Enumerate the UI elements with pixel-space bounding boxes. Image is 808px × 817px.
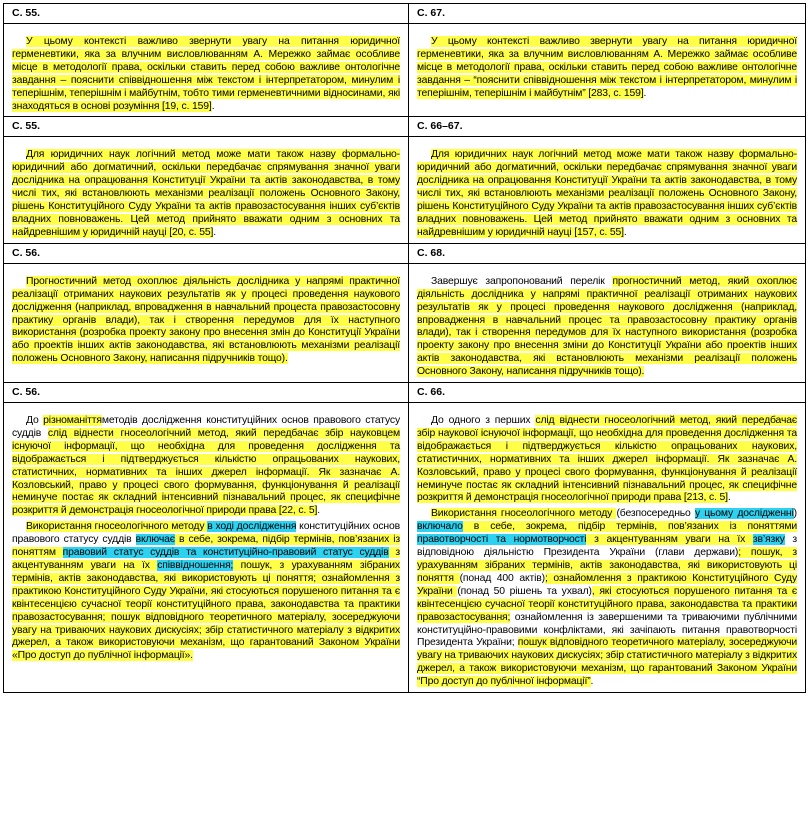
left-page-ref: С. 56. xyxy=(4,383,409,403)
yellow-highlight: слід віднести гносеологічний метод, який передбачає збір науковцем існуючої інформації, що необхідна для проведення дослідження та відображається і підтверджується кількістю опрацьованих наукових, статистичних, нормативних та інших джерел інформації. Як зазначає А. Козловський, право у процесі свого формування, функціонування й реалізації неминуче постає як складний інтенсивний пізнавальний процес, як специфічне розкриття й демонстрація гносеологічної природи права [22, xyxy=(12,427,400,517)
right-text-cell xyxy=(409,263,806,382)
plain-text: . xyxy=(623,226,627,238)
right-text-cell xyxy=(409,137,806,243)
paragraph xyxy=(12,36,400,113)
page-ref-row xyxy=(4,243,806,263)
plain-text: До одного з перших xyxy=(431,415,536,427)
paragraph xyxy=(12,149,400,239)
cyan-highlight: правовий статус суддів та конституційно-правовий статус суддів xyxy=(62,547,389,559)
yellow-highlight: Використання гносеологічного методу xyxy=(431,508,617,520)
plain-text: До xyxy=(26,415,44,427)
plain-text: . xyxy=(590,676,594,688)
plain-text: (понад 50 рішень та ухвал) xyxy=(457,585,592,597)
paragraph xyxy=(417,276,797,379)
yellow-highlight: слід віднести гносеологічний метод, який передбачає збір наукової існуючої інформації, що необхідна для проведення дослідження та відображається і підтверджується кількістю опрацьованих наукових, статистичних, нормативних та інших джерел інформації. Як зазначає А. Козловський, право у процесі свого формування, функціонування й реалізації неминуче постає як складний інтенсивний пізнавальний процес, як специфічне розкриття й демонстрація гносеологічної природи права [213, xyxy=(417,415,797,504)
cyan-highlight: включає xyxy=(135,534,175,546)
right-page-ref: С. 68. xyxy=(409,243,806,263)
yellow-highlight: с. 5] xyxy=(298,505,318,517)
left-text-cell xyxy=(4,24,409,117)
plain-text: Завершує запропонований перелік xyxy=(431,275,613,287)
cyan-highlight: співвідношення; xyxy=(157,560,234,571)
cyan-highlight: в ході дослідження xyxy=(207,521,297,533)
plain-text: . xyxy=(643,87,647,99)
yellow-highlight: Використання гносеологічного методу xyxy=(26,521,208,533)
yellow-highlight: Прогностичний метод охоплює діяльність дослідника у напрямі практичної реалізації отриманих наукових результатів як у процесі проведення наукового дослідження (наприклад, впровадження в навчальний процеста правозастосовну практику органів влади), так і створення передумов для їх наступного використання (розробка проекту закону про внесення змін до Конституції України або проектів інших актів законодавства, які встановлюють механізми реалізації положень Основного Закону, написання підручників тощо). xyxy=(12,275,400,365)
yellow-highlight: с. 5] xyxy=(708,492,728,504)
plain-text: . xyxy=(317,505,320,517)
yellow-highlight: ; пошук, з урахуванням зібраних термінів, актів законодавства, які використовують ці поняття xyxy=(417,547,797,584)
yellow-highlight: Для юридичних наук логічний метод може мати також назву формально-юридичний або догматичний, оскільки передбачає спрямування значної уваги дослідника на опрацювання Конституції України та актів законодавства, в тому числі тих, які встановлюють механізми реалізації положень Основного Закону, рішень Конституційного Суду України та актів правозастосування інших суб’єктів владних повноважень. Цей метод прийнято вважати одним з основних та найдревнішим у юридичній науці [157, xyxy=(417,149,797,238)
paragraph xyxy=(12,521,400,663)
yellow-highlight: с. 159] xyxy=(181,100,212,112)
yellow-highlight: різноманіття xyxy=(43,415,102,427)
plain-text: (безпосередньо xyxy=(616,508,695,520)
yellow-highlight: с. 55] xyxy=(599,226,624,238)
text-row xyxy=(4,137,806,243)
yellow-highlight: У цьому контексті важливо звернути увагу на питання юридичної герменевтики, яка за влучним висловлюванням А. Мережко займає особливе місце в методології права, оскільки ставить перед собою важливе онтологічне завдання – “пояснити співвідношення між текстом і інтерпретатором, минулим і теперішнім, теперішнім і майбутнім” [283, xyxy=(417,36,797,99)
yellow-highlight: в себе, зокрема, підбір термінів, пов’язаних із поняттям xyxy=(12,534,400,559)
page-ref-row xyxy=(4,4,806,24)
yellow-highlight: ; ознайомлення з практикою Конституційного Суду України xyxy=(417,572,797,597)
plain-text: ) xyxy=(793,508,797,520)
right-page-ref: С. 66–67. xyxy=(409,117,806,137)
plain-text: методів дослідження конституційних основ правового статусу суддів xyxy=(12,415,400,439)
yellow-highlight: прогностичний метод xyxy=(612,275,718,287)
yellow-highlight: Для юридичних наук логічний метод може мати також назву формально-юридичний або догматичний, оскільки передбачає спрямування значної уваги дослідника на опрацювання Конституції України та актів законодавства, в тому числі тих, які встановлюють механізми реалізації положень Основного Закону, рішень Конституційного Суду України та актів правозастосування інших суб’єктів владних повноважень. Цей метод прийнято вважати одним з основних та найдревнішим у юридичній науці [20, xyxy=(12,149,400,238)
right-text-cell xyxy=(409,24,806,117)
left-page-ref: С. 56. xyxy=(4,243,409,263)
yellow-highlight: У цьому контексті важливо звернути увагу на питання юридичної герменевтики, яка за влучним висловлюванням А. Мережко займає особливе місце в методології права, оскільки ставить перед собою важливе онтологічне завдання – пояснити співвідношення між текстом і інтерпретатором, минулим і теперішнім, теперішнім і майбутнім, тобто тими герменевтичними відносинами, які знаходяться в основі розуміння [19, xyxy=(12,36,400,112)
paragraph xyxy=(417,508,797,689)
left-text-cell xyxy=(4,403,409,693)
right-text-cell xyxy=(409,403,806,693)
cyan-highlight: правотворчості та нормотворчості xyxy=(417,534,587,546)
plain-text: з відповідною діяльністю Президента України (глави держави) xyxy=(417,534,798,559)
comparison-table-body xyxy=(4,4,806,693)
plain-text: (понад 400 актів) xyxy=(459,572,545,584)
right-page-ref: С. 67. xyxy=(409,4,806,24)
left-page-ref: С. 55. xyxy=(4,4,409,24)
paragraph xyxy=(12,415,400,518)
cyan-highlight: зв’язку xyxy=(752,534,785,546)
right-page-ref: С. 66. xyxy=(409,383,806,403)
yellow-highlight: с. 159] xyxy=(613,87,644,99)
left-text-cell xyxy=(4,137,409,243)
plain-text: ознайомлення із завершеними та триваючими публічними конституційно-правовими конфліктами, які зачіпають питання правотворчості Президента України; xyxy=(417,611,797,649)
comparison-table xyxy=(3,3,806,693)
yellow-highlight: пошук відповідного теоретичного матеріалу, зосереджуючи увагу на триваючих наукових дискусіях; збір статистичного матеріалу з відкритих джерел, а також використовуючи механізм, що гарантований Законом України “Про доступ до публічної інформації” xyxy=(417,637,797,688)
text-row xyxy=(4,24,806,117)
left-text-cell xyxy=(4,263,409,382)
yellow-highlight: , які стосуються порушеного питання та є квінтесенцією сучасної теорії конституційного права, законодавства та практики правозастосування; xyxy=(417,585,797,623)
text-row xyxy=(4,263,806,382)
page-ref-row xyxy=(4,383,806,403)
yellow-highlight: пошук, з урахуванням зібраних термінів, актів законодавства, які використовують ці поняття; ознайомлення з практикою Конституційного Суду України, які стосуються порушеного питання та є квінтесенцією сучасної теорії конституційного права, законодавства та практики правозастосування; пошук відповідного теоретичного матеріалу, зосереджуючи увагу на триваючих наукових дискусіях; збір статистичного матеріалу з відкритих джерел, а також використовуючи механізм, що гарантований Законом України «Про доступ до публічної інформації». xyxy=(12,560,400,662)
yellow-highlight: з акцентуванням уваги на їх xyxy=(586,534,753,546)
left-page-ref: С. 55. xyxy=(4,117,409,137)
cyan-highlight: включало xyxy=(417,521,463,533)
page-ref-row xyxy=(4,117,806,137)
yellow-highlight: , який охоплює діяльність дослідника у напрямі практичної реалізації отриманих наукових результатів як у процесі проведення наукового дослідження (наприклад, впровадження в навчальний процес та правозастосовну практику органів влади), так і створення передумов для їх наступного використання (розробка проекту закону про внесення зміни до Конституції України або проектів інших актів законодавства, які встановлюють механізми реалізації положень Основного Закону, написання підручників тощо). xyxy=(417,275,797,378)
plain-text: . xyxy=(211,100,215,112)
paragraph xyxy=(417,149,797,239)
plain-text: . xyxy=(727,492,731,504)
cyan-highlight: у цьому дослідженні xyxy=(694,508,794,520)
yellow-highlight: с. 55] xyxy=(188,226,214,238)
text-row xyxy=(4,403,806,693)
paragraph xyxy=(417,36,797,101)
yellow-highlight: в себе, зокрема, підбір термінів, пов’язаних із поняттями xyxy=(462,521,797,533)
plain-text: конституційних основ правового статусу суддів xyxy=(12,521,400,546)
plain-text: . xyxy=(213,226,216,238)
paragraph xyxy=(12,276,400,366)
paragraph xyxy=(417,415,797,505)
yellow-highlight: з акцентуванням уваги на їх xyxy=(12,547,400,571)
